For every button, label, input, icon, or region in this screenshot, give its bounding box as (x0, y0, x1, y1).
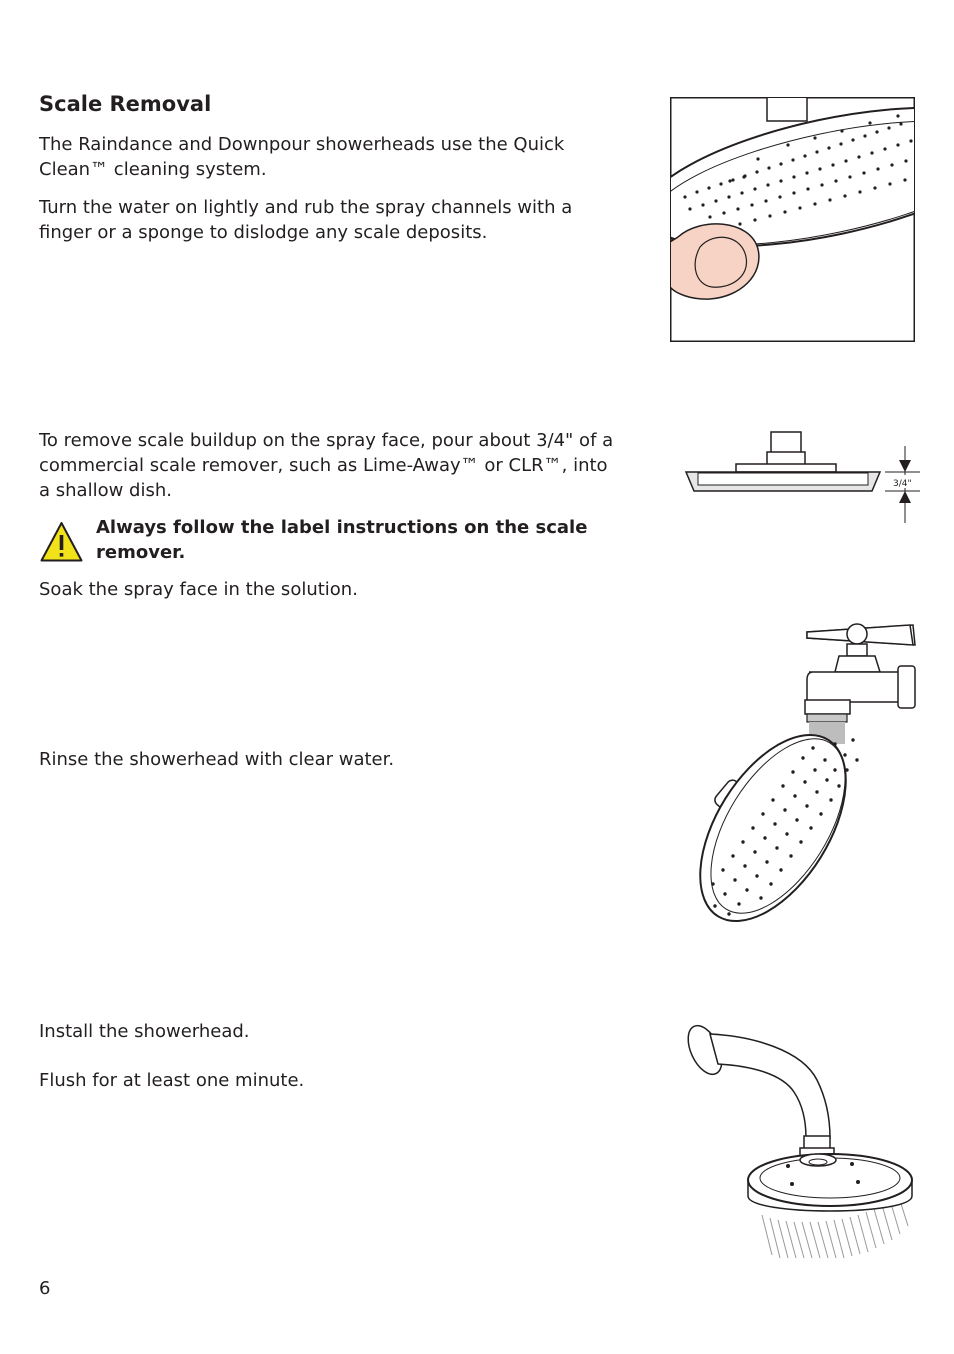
paragraph-quick-clean: The Raindance and Downpour showerheads use the Quick Clean™ cleaning system. (39, 134, 565, 180)
paragraph-soak: Soak the spray face in the solution. (39, 579, 358, 600)
warning-triangle-icon (40, 521, 83, 563)
section-title: Scale Removal (39, 92, 212, 116)
figure-install-flush (682, 1020, 922, 1260)
paragraph-rinse: Rinse the showerhead with clear water. (39, 749, 395, 770)
paragraph-flush: Flush for at least one minute. (39, 1070, 305, 1091)
dish-depth-label: 3/4" (893, 479, 912, 489)
paragraph-pour-remover: To remove scale buildup on the spray face, pour about 3/4" of a commercial scale remover, such as Lime-Away™ or CLR™, into a shallow dish. (39, 430, 614, 501)
paragraph-rub-channels: Turn the water on lightly and rub the spray channels with a finger or a sponge to dislodge any scale deposits. (39, 197, 573, 243)
warning-text: Always follow the label instructions on the scale remover. (96, 517, 588, 563)
figure-finger-rubbing (670, 97, 915, 342)
figure-rinse-faucet (685, 620, 925, 925)
figure-shallow-dish (680, 428, 920, 528)
page-number: 6 (39, 1278, 51, 1299)
paragraph-install: Install the showerhead. (39, 1021, 250, 1042)
